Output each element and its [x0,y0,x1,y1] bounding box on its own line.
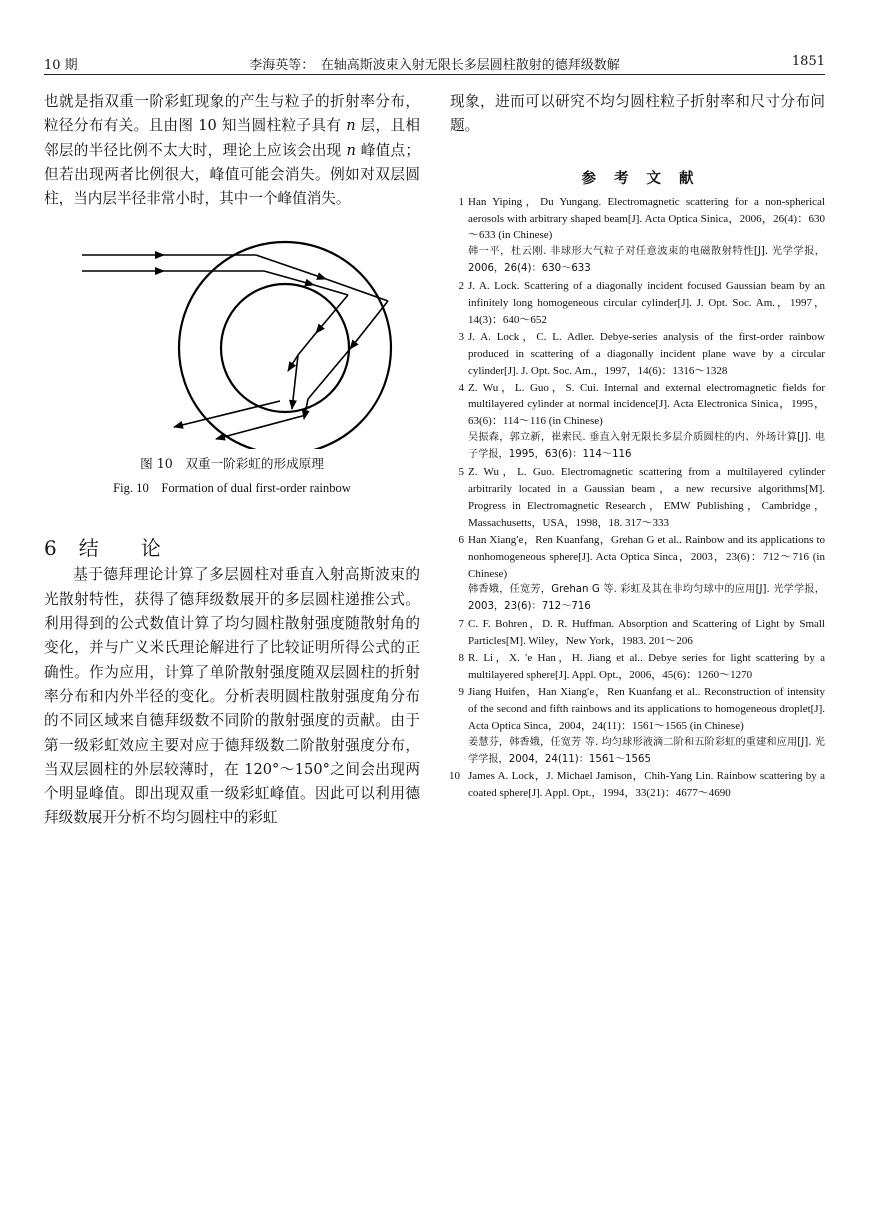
reference-number: 10 [449,770,460,783]
exit-ray-2-arrow [216,415,306,439]
reference-text: R. Li，X. ′e Han，H. Jiang et al.. Debye series for light scattering by a multilayered sphere[J]. Appl. Opt.，2006，45(6)：1260～1270 [468,652,825,681]
inner-cylinder-circle [221,284,349,412]
references-heading: 参考文献 [581,169,712,187]
reference-list [450,194,825,803]
reference-item [450,650,825,684]
reference-number: 2 [458,280,464,293]
right-column [450,90,825,802]
reference-chinese-text: 姜慧芬，韩香娥，任宽芳 等. 均匀球形液滴二阶和五阶彩虹的重建和应用[J]. 光学学报，2004，24(11)：1561～1565 [468,736,825,765]
reference-number: 7 [458,618,464,631]
reference-text: J. A. Lock. Scattering of a diagonally incident focused Gaussian beam by an infinitely long homogeneous circular cylinder[J]. J. Opt. Soc. Am.，1997，14(3)：640～652 [468,280,825,326]
reference-text: Jiang Huifen，Han Xiang′e，Ren Kuanfang et al.. Reconstruction of intensity of the second and fifth rainbows and its applications to homogeneous droplet[J]. Acta Optica Sinca，2004，24(11)：1561～1565 (in Chinese) [468,685,825,732]
reference-item [450,329,825,380]
reference-number: 3 [458,330,464,343]
reference-number: 9 [458,685,464,698]
figure-caption-english: Fig. 10 Formation of dual first-order rainbow [113,481,351,496]
reference-chinese-text: 韩香娥，任宽芳，Grehan G 等. 彩虹及其在非均匀球中的应用[J]. 光学学报，2003，23(6)：712～716 [468,584,825,613]
reference-text: James A. Lock，J. Michael Jamison，Chih-Yang Lin. Rainbow scattering by a coated sphere[J]. Appl. Opt.，1994，33(21)：4677～4690 [468,770,825,800]
conclusion-continuation: 现象，进而可以研究不均匀圆柱粒子折射率和尺寸分布问题。 [450,93,825,135]
reference-text: C. F. Bohren，D. R. Huffman. Absorption and Scattering of Light by Small Particles[M]. Wiley，New York，1983. 201～206 [468,618,825,648]
reference-item [450,768,825,802]
reference-item [450,194,825,279]
issue-number: 10 期 [44,58,78,73]
reference-text: Z. Wu，L. Guo. Electromagnetic scattering from a multilayered cylinder arbitrarily located in a Gaussian beam，a new recursive algorithms[M]. Progress in Electromagnetic Research，EMW Publishing，Cambridge，Massachusetts，USA，1998，18. 317～333 [468,466,825,529]
conclusion-paragraph: 基于德拜理论计算了多层圆柱对垂直入射高斯波束的光散射特性，获得了德拜级数展开的多层圆柱递推公式。利用得到的公式数值计算了均匀圆柱散射强度随散射角的变化，并与广义米氏理论解进行了比较证明所得公式的正确性。作为应用，计算了单阶散射强度随双层圆柱的折射率分布和内外半径的变化。分析表明圆柱散射强度角分布的不同区域来自德拜级数不同阶的散射强度的贡献。由于第一级彩虹效应主要对应于德拜级数二阶散射强度分布，当双层圆柱的外层较薄时，在 120°～150°之间会出现两个明显峰值。即出现双重一级彩虹峰值。因此可以利用德拜级数展开分析不均匀圆柱中的彩虹 [44,566,420,827]
figure-caption-chinese: 图 10 双重一阶彩虹的形成原理 [140,456,324,472]
reference-item [450,464,825,532]
reference-number: 1 [458,195,464,208]
continuation-paragraph: 也就是指双重一阶彩虹现象的产生与粒子的折射率分布，粒径分布有关。且由图 10 知当圆柱粒子具有 n 层，且相邻层的半径比例不太大时，理论上应该会出现 n 峰值点；但若出现两者比例很大，峰值可能会消失。例如对双层圆柱，当内层半径非常小时，其中一个峰值消失。 [44,93,420,208]
reference-text: J. A. Lock，C. L. Adler. Debye-series analysis of the first-order rainbow produced in scattering of a diagonally incident plane wave by a circular cylinder[J]. J. Opt. Soc. Am.，1997，14(6)：1316～1328 [468,330,825,377]
reference-chinese-text: 吴振森，郭立新，崔索民. 垂直入射无限长多层介质圆柱的内、外场计算[J]. 电子学报，1995，63(6)：114～116 [468,432,825,461]
reference-number: 6 [458,533,464,546]
reference-text: Z. Wu，L. Guo，S. Cui. Internal and external electromagnetic fields for multilayered cylinder at normal incidence[J]. Acta Electronica Sinica，1995，63(6)：114～116 (in Chinese) [468,381,825,428]
section-heading-conclusion: 6 结 论 [44,536,161,561]
figure-10 [44,231,420,449]
reference-number: 4 [458,381,464,394]
reference-text: Han Yiping，Du Yungang. Electromagnetic scattering for a non-spherical aerosols with arbitrary shaped beam[J]. Acta Optica Sinica，2006，26(4)：630～633 (in Chinese) [468,195,825,242]
running-title: 李海英等： 在轴高斯波束入射无限长多层圆柱散射的德拜级数解 [249,58,620,73]
reference-item [450,532,825,617]
reference-item [450,616,825,650]
rainbow-ray-diagram [44,231,420,449]
running-header [44,50,825,75]
reference-item [450,684,825,769]
reference-item [450,278,825,329]
reference-text: Han Xiang′e，Ren Kuanfang，Grehan G et al.. Rainbow and its applications to nonhomogeneous sphere[J]. Acta Optica Sinca，2003，23(6)：712～716 (in Chinese) [468,533,825,580]
exit-ray-1-arrow [174,401,280,427]
reference-item [450,380,825,465]
reference-chinese-text: 韩一平，杜云刚. 非球形大气粒子对任意波束的电磁散射特性[J]. 光学学报，2006，26(4)：630～633 [468,246,825,275]
reference-number: 5 [458,466,464,479]
reference-number: 8 [458,652,464,665]
page-number: 1851 [791,54,825,69]
left-column [44,90,420,831]
